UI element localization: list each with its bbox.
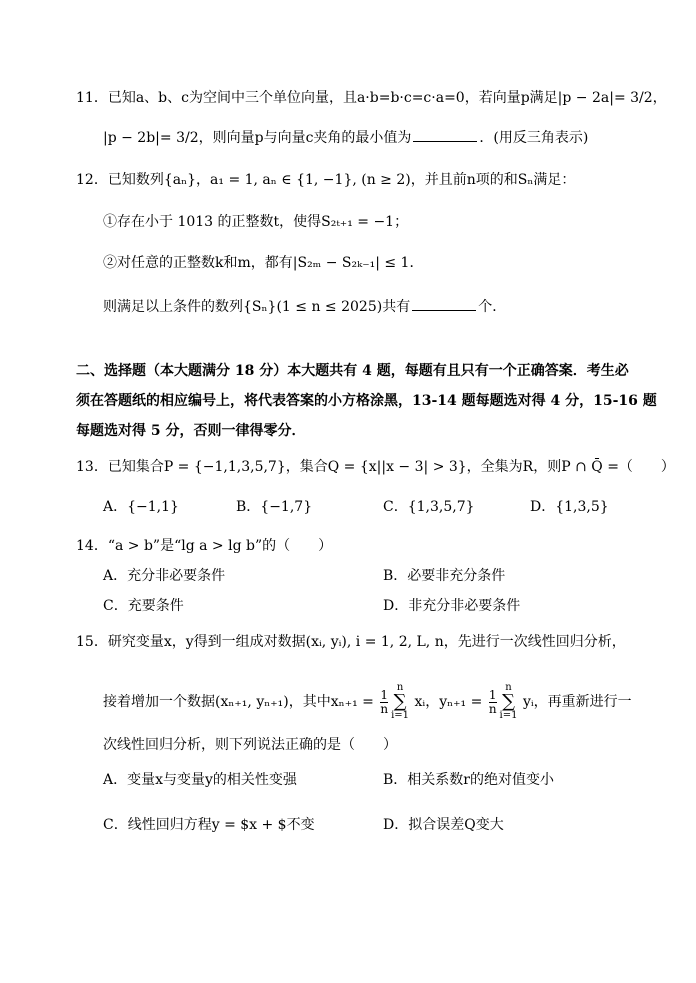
q15-option-a[interactable]: A．变量x与变量y的相关性变强 [103, 772, 297, 788]
q11-answer-blank[interactable] [413, 127, 477, 142]
q11-line-2-text-b: ．(用反三角表示) [479, 130, 589, 146]
q12-condition-2: ②对任意的正整数k和m，都有|S₂ₘ − S₂ₖ₋₁| ≤ 1． [103, 255, 424, 271]
section-2-instructions-line-3: 每题选对得 5 分，否则一律得零分． [76, 423, 306, 439]
q12-line-4 [103, 296, 506, 317]
q12-condition-1: ①存在小于 1013 的正整数t，使得S₂ₜ₊₁ = −1； [103, 214, 409, 230]
q11-line-1: 11．已知a、b、c为空间中三个单位向量，且a·b=b·c=c·a=0，若向量p满足|p − 2a|= 3/2， [76, 90, 667, 106]
q14-option-a[interactable]: A．充分非必要条件 [103, 568, 226, 584]
section-2-instructions-line-1: 二、选择题（本大题满分 18 分）本大题共有 4 题，每题有且只有一个正确答案．考生必 [76, 363, 629, 379]
q15-line-3: 次线性回归分析，则下列说法正确的是（ ） [103, 737, 397, 753]
sigma-upper: n [505, 682, 512, 693]
sigma-upper: n [396, 682, 404, 693]
q15-fraction-2 [489, 689, 497, 716]
q14-option-d[interactable]: D．非充分非必要条件 [383, 598, 521, 614]
q12-line-4-text-b: 个． [478, 299, 507, 315]
q15-line-2-text-b: xᵢ，yₙ₊₁ = [414, 694, 483, 710]
q14-option-c[interactable]: C．充要条件 [103, 598, 184, 614]
q15-option-c[interactable]: C．线性回归方程y = $x + $不变 [103, 817, 315, 833]
section-2-instructions-line-2: 须在答题纸的相应编号上，将代表答案的小方格涂黑，13-14 题每题选对得 4 分，15-16 题 [76, 393, 657, 409]
q11-line-2-text-a: |p − 2b|= 3/2，则向量p与向量c夹角的最小值为 [103, 130, 412, 146]
q13-option-d[interactable]: D．{1,3,5} [530, 499, 609, 515]
fraction-denominator: n [488, 701, 497, 716]
sigma-lower: i=1 [499, 710, 518, 721]
q15-line-1: 15．研究变量x，y得到一组成对数据(xᵢ, yᵢ), i = 1, 2, L, n，先进行一次线性回归分析， [76, 634, 626, 650]
q13-option-b[interactable]: B．{−1,7} [236, 499, 313, 515]
q15-fraction-1 [380, 689, 388, 716]
q13-option-c[interactable]: C．{1,3,5,7} [383, 499, 475, 515]
q14-option-b[interactable]: B．必要非充分条件 [383, 568, 506, 584]
fraction-denominator: n [380, 701, 389, 716]
fraction-numerator: 1 [380, 687, 389, 702]
q15-line-2 [103, 683, 632, 721]
q15-line-2-text-a: 接着增加一个数据(xₙ₊₁, yₙ₊₁)，其中xₙ₊₁ = [103, 694, 374, 710]
q15-sigma-1: n ∑ i=1 [391, 682, 410, 721]
q15-option-b[interactable]: B．相关系数r的绝对值变小 [383, 772, 554, 788]
q11-line-2 [103, 127, 588, 148]
fraction-numerator: 1 [488, 687, 497, 702]
q12-answer-blank[interactable] [412, 296, 476, 311]
q14-stem: 14．“a > b”是“lg a > lg b”的（ ） [76, 538, 333, 554]
q13-option-a[interactable]: A．{−1,1} [103, 499, 179, 515]
q15-line-2-text-c: yᵢ，再重新进行一 [522, 694, 632, 710]
q15-option-d[interactable]: D．拟合误差Q变大 [383, 817, 504, 833]
q13-stem: 13．已知集合P = {−1,1,3,5,7}，集合Q = {x||x − 3| > 3}，全集为R，则P ∩ Q̄ =（ ） [76, 459, 675, 475]
q15-sigma-2: n ∑ i=1 [499, 682, 518, 721]
q12-line-1: 12．已知数列{aₙ}，a₁ = 1, aₙ ∈ {1, −1}, (n ≥ 2)，并且前n项的和Sₙ满足： [76, 172, 576, 188]
q12-line-4-text-a: 则满足以上条件的数列{Sₙ}(1 ≤ n ≤ 2025)共有 [103, 299, 411, 315]
sigma-lower: i=1 [391, 710, 410, 721]
